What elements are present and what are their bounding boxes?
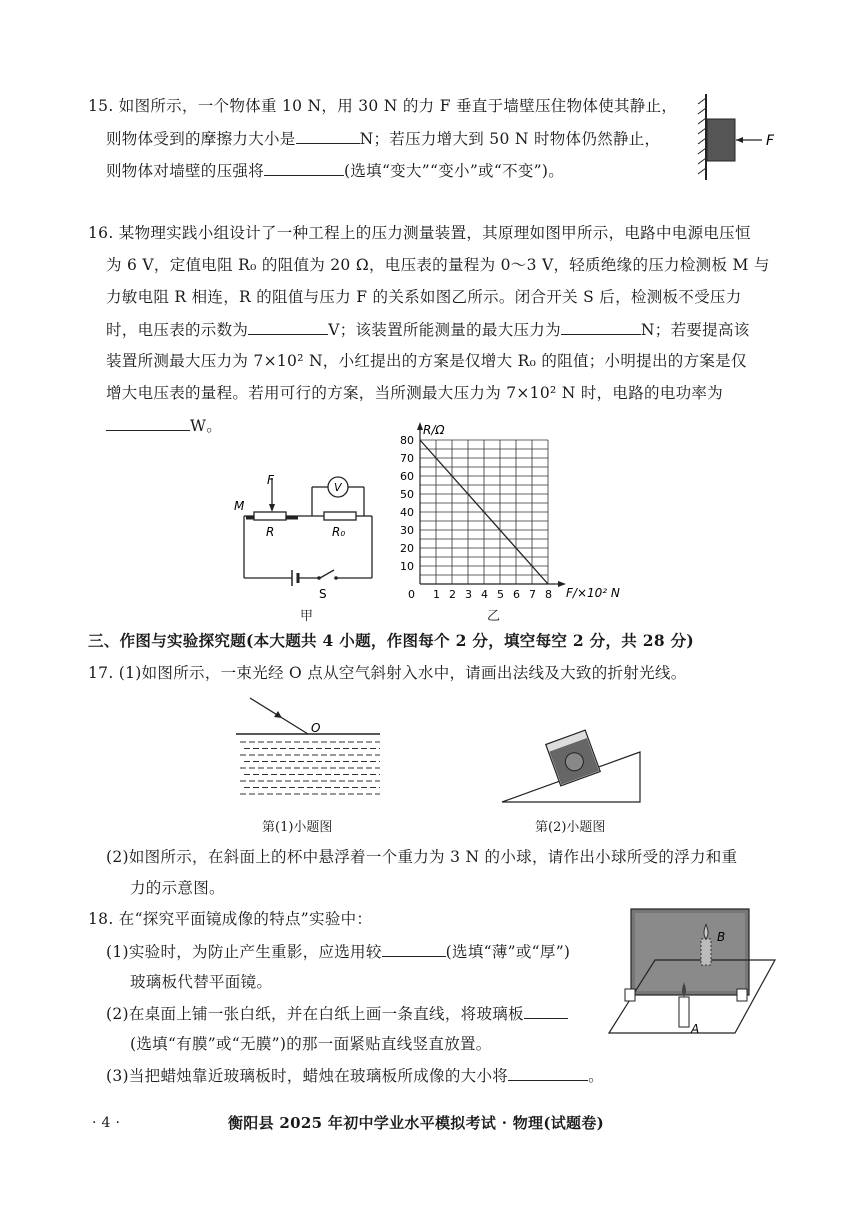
wall-block-figure [690, 92, 790, 184]
graph-caption: 乙 [487, 609, 501, 624]
x-tick-label: 2 [449, 588, 456, 601]
x-tick-label: 1 [433, 588, 440, 601]
y-tick-label: 10 [400, 560, 414, 573]
section-3-heading: 三、作图与实验探究题(本大题共 4 小题，作图每个 2 分，填空每空 2 分，共 28 分) [88, 631, 695, 650]
q17-line1: 17. (1)如图所示，一束光经 O 点从空气斜射入水中，请画出法线及大致的折射光线。 [88, 664, 687, 682]
x-tick-label: 5 [497, 588, 504, 601]
x-tick-label: 6 [513, 588, 520, 601]
q18-line1: 18. 在“探究平面镜成像的特点”实验中： [88, 910, 373, 928]
q16-line4: 时，电压表的示数为 V；该装置所能测量的最大压力为 N；若要提高该 [106, 318, 750, 341]
svg-text:S: S [319, 587, 327, 601]
y-tick-label: 30 [400, 524, 414, 537]
y-axis-label: R/Ω [423, 423, 445, 437]
q17-line2: (2)如图所示，在斜面上的杯中悬浮着一个重力为 3 N 的小球，请作出小球所受的浮力和重 [106, 848, 738, 866]
q18-p2-cont: (选填“有膜”或“无膜”)的那一面紧贴直线竖直放置。 [130, 1035, 492, 1053]
y-tick-label: 80 [400, 434, 414, 447]
footer-title: 衡阳县 2025 年初中学业水平模拟考试 · 物理(试题卷) [228, 1114, 605, 1132]
caption-fig2: 第(2)小题图 [535, 820, 606, 835]
q18-p1-cont: 玻璃板代替平面镜。 [130, 973, 273, 991]
x-tick-label: 7 [529, 588, 536, 601]
svg-text:R: R [266, 525, 275, 539]
q15-line3: 则物体对墙壁的压强将 (选填“变大”“变小”或“不变”)。 [106, 159, 564, 182]
q16-line1: 16. 某物理实践小组设计了一种工程上的压力测量装置，其原理如图甲所示，电路中电源电压恒 [88, 224, 751, 242]
incline-cup-figure [498, 720, 648, 808]
q17-line3: 力的示意图。 [130, 879, 225, 897]
y-tick-label: 40 [400, 506, 414, 519]
point-O-label: O [311, 721, 321, 735]
svg-text:V: V [334, 481, 342, 494]
x-axis-label: F/×10² N [566, 586, 620, 600]
x-tick-label: 4 [481, 588, 488, 601]
q18-p1: (1)实验时，为防止产生重影，应选用较 (选填“薄”或“厚”) [106, 940, 570, 963]
q18-p2: (2)在桌面上铺一张白纸，并在白纸上画一条直线，将玻璃板 [106, 1002, 568, 1025]
y-tick-label: 70 [400, 452, 414, 465]
plane-mirror-figure [605, 905, 777, 1045]
x-tick-label: 3 [465, 588, 472, 601]
y-tick-label: 60 [400, 470, 414, 483]
q16-line5: 装置所测最大压力为 7×10² N，小红提出的方案是仅增大 R₀ 的阻值；小明提出的方案是仅 [106, 352, 747, 370]
candle-A-label: A [691, 1022, 700, 1036]
circuit-caption: 甲 [300, 609, 314, 624]
q16-line2: 为 6 V，定值电阻 R₀ 的阻值为 20 Ω，电压表的量程为 0～3 V，轻质绝缘的压力检测板 M 与 [106, 256, 770, 274]
svg-text:F: F [267, 473, 274, 487]
q18-p3: (3)当把蜡烛靠近玻璃板时，蜡烛在玻璃板所成像的大小将 。 [106, 1064, 604, 1087]
resistance-force-graph [380, 418, 640, 603]
force-label: F [766, 133, 775, 149]
q15-line2: 则物体受到的摩擦力大小是 N；若压力增大到 50 N 时物体仍然静止， [106, 127, 660, 150]
x-tick-label: 8 [545, 588, 552, 601]
caption-fig1: 第(1)小题图 [262, 820, 333, 835]
svg-text:R₀: R₀ [332, 525, 346, 539]
page-number: · 4 · [92, 1115, 121, 1131]
q16-line7: W。 [106, 414, 222, 437]
svg-text:M: M [234, 499, 245, 513]
y-tick-label: 50 [400, 488, 414, 501]
q16-line6: 增大电压表的量程。若用可行的方案，当所测最大压力为 7×10² N 时，电路的电功率为 [106, 384, 724, 402]
light-refraction-figure [232, 690, 382, 802]
x-tick-label: 0 [408, 588, 415, 601]
circuit-diagram [232, 470, 382, 620]
q16-line3: 力敏电阻 R 相连，R 的阻值与压力 F 的关系如图乙所示。闭合开关 S 后，检测板不受压力 [106, 288, 742, 306]
y-tick-label: 20 [400, 542, 414, 555]
q15-line1: 15. 如图所示，一个物体重 10 N，用 30 N 的力 F 垂直于墙壁压住物体使其静止， [88, 97, 678, 115]
candle-B-label: B [717, 930, 726, 944]
